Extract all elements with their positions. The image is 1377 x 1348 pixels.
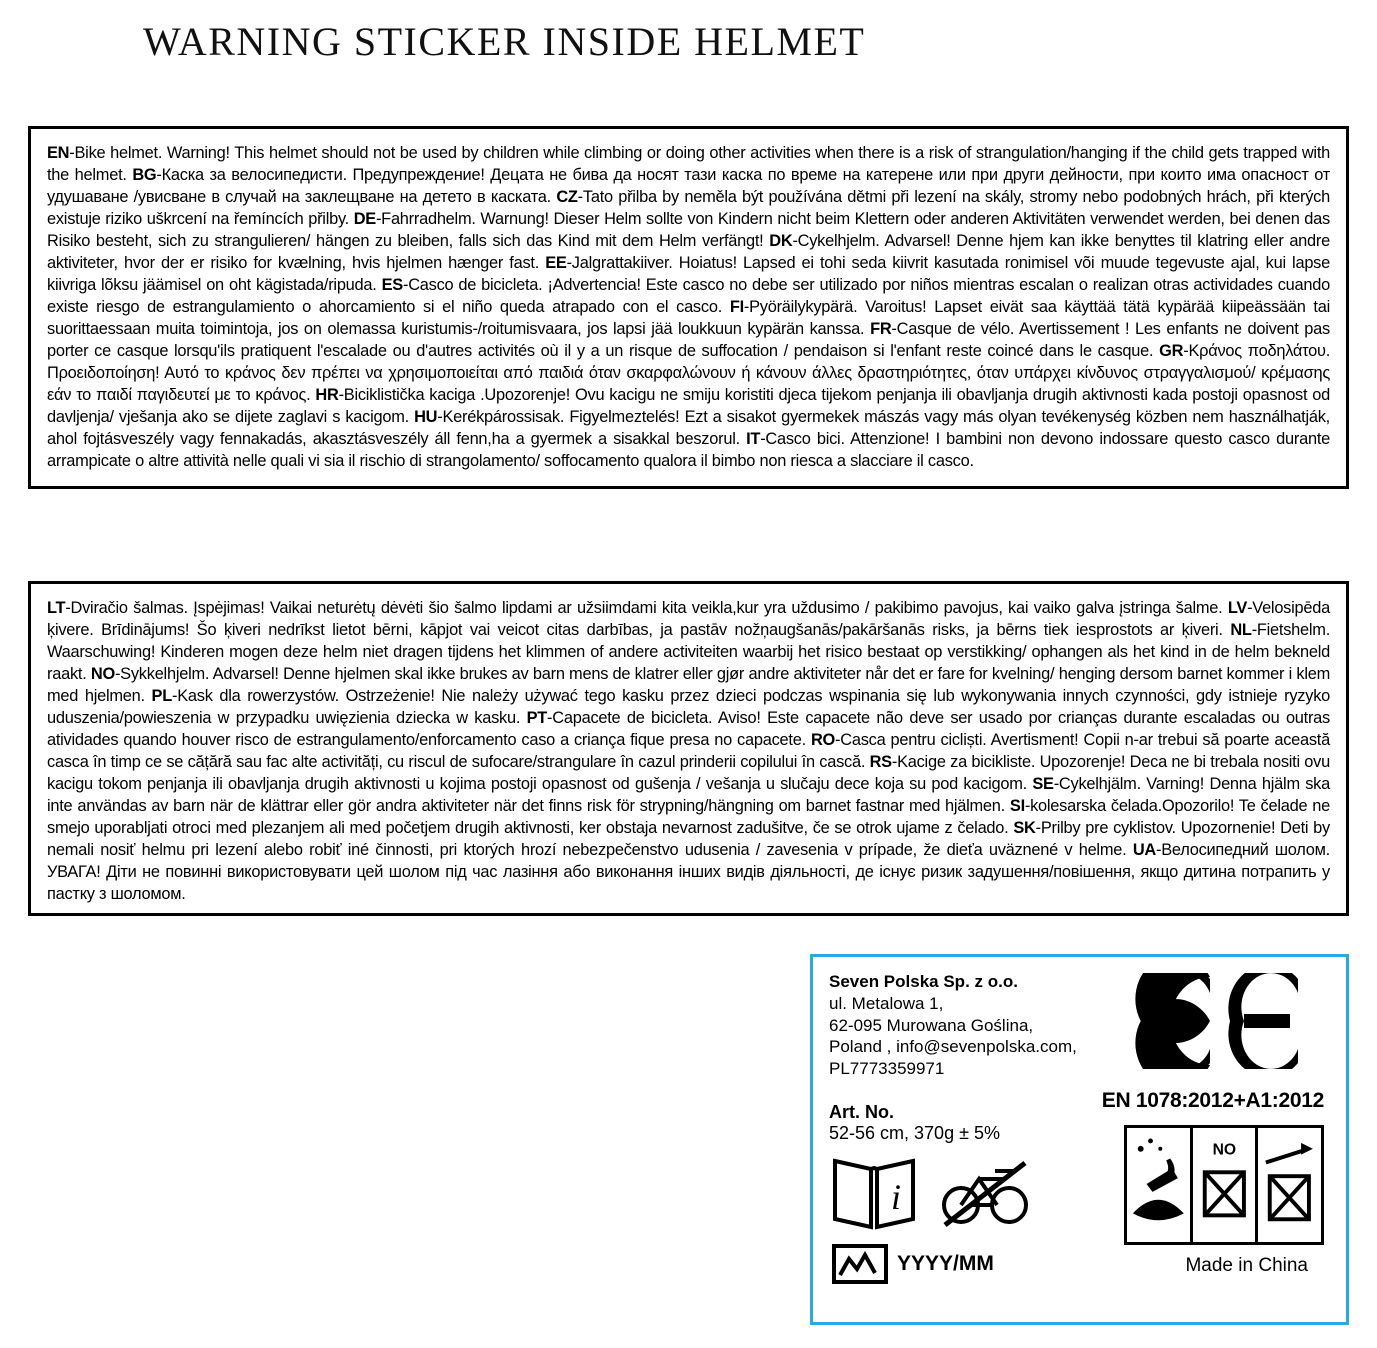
address-line-1: ul. Metalowa 1, xyxy=(829,993,944,1013)
standard-label: EN 1078:2012+A1:2012 xyxy=(1101,1089,1324,1112)
manufacturer-panel xyxy=(810,954,1349,1325)
art-no-label: Art. No. xyxy=(829,1101,894,1122)
do-not-tumble-dry-icon xyxy=(1255,1128,1321,1242)
do-not-bleach-icon xyxy=(1190,1128,1256,1242)
tax-id: PL7773359971 xyxy=(829,1059,945,1078)
address-line-2: 62-095 Murowana Goślina, xyxy=(829,1015,1034,1035)
svg-text:NO: NO xyxy=(1212,1141,1236,1159)
svg-text:i: i xyxy=(891,1177,902,1217)
hand-wash-icon xyxy=(1127,1128,1190,1242)
pictogram-group xyxy=(831,1153,1031,1231)
made-in-label: Made in China xyxy=(1185,1255,1308,1276)
warning-text-block-1: EN-Bike helmet. Warning! This helmet should not be used by children while climbing or doing other activities when there is a risk of strangulation/hanging if the child gets trapped with the helmet. BG-Каска за велосипедисти. Предупреждение! Децата не бива да носят тази каска по време на катерене или при други дейности, при които има опасност от удушаване /увисване в случай на заклещване на детето в каската. CZ-Tato přilba by neměla být používána dětmi při lezení na skály, stromy nebo podobných hrách, při kterých existuje riziko uškrcení na řemíncích přilby. DE-Fahrradhelm. Warnung! Dieser Helm sollte von Kindern nicht beim Klettern oder anderen Aktivitäten verwendet werden, bei denen das Risiko besteht, sich zu strangulieren/ hängen zu bleiben, falls sich das Kind mit dem Helm verfängt! DK-Cykelhjelm. Advarsel! Denne hjem kan ikke benyttes til klatring eller andre aktiviteter, hvor der er risiko for kvælning, hvis hjelmen hænger fast. EE-Jalgrattakiiver. Hoiatus! Lapsed ei tohi seda kiivrit kasutada ronimisel või muude tegevuste ajal, kui lapse kiivriga lõksu jäämisel on oht kägistada/ripuda. ES-Casco de bicicleta. ¡Advertencia! Este casco no debe ser utilizado por niños mientras escalan o realizan otras actividades cuando existe riesgo de estrangulamiento o ahorcamiento si el niño queda atrapado con el casco. FI-Pyöräilykypärä. Varoitus! Lapset eivät saa käyttää tätä kypärää kiipeässään tai suorittaessaan muita toimintoja, jos on olemassa kuristumis-/roitumisvaara, jos lapsi jää loukkuun kypärän kanssa. FR-Casque de vélo. Avertissement ! Les enfants ne doivent pas porter ce casque lorsqu'ils pratiquent l'escalade ou d'autres activités où il y a un risque de suffocation / pendaison si l'enfant reste coincé dans le casque. GR-Κράνος ποδηλάτου. Προειδοποίηση! Αυτό το κράνος δεν πρέπει να χρησιμοποιείται από παιδιά όταν σκαρφαλώνουν ή κάνουν άλλες δραστηριότητες, όταν υπάρχει κίνδυνος στραγγαλισμού/ κρέμασης εάν το παιδί παγιδευτεί με το κράνος. HR-Biciklistička kaciga .Upozorenje! Ovu kacigu ne smiju koristiti djeca tijekom penjanja ili obavljanja drugih aktivnosti kada postoji opasnost od davljenja/ vješanja ako se dijete zaglavi s kacigom. HU-Kerékpárossisak. Figyelmeztelés! Ezt a sisakot gyermekek mászás vagy más olyan tevékenység közben nem használhatják, ahol fojtásveszély vagy fennakadás, akasztásveszély áll fenn,ha a gyermek a sisakkal beszorul. IT-Casco bici. Attenzione! I bambini non devono indossare questo casco durante arrampicate o altre attività nelle quali vi sia il rischio di strangolamento/ soffocamento qualora il bimbo non riesca a slacciare il casco. xyxy=(28,126,1349,489)
care-instructions-box xyxy=(1124,1125,1324,1245)
ce-mark-icon xyxy=(1132,973,1322,1069)
manufacturing-date-group xyxy=(831,1243,994,1285)
manufacturing-date-icon xyxy=(831,1243,889,1285)
company-name: Seven Polska Sp. z o.o. xyxy=(829,972,1018,991)
art-no-value: 52-56 cm, 370g ± 5% xyxy=(829,1123,1000,1144)
date-placeholder: YYYY/MM xyxy=(897,1252,994,1275)
no-bike-icon xyxy=(939,1153,1031,1231)
page-title: WARNING STICKER INSIDE HELMET xyxy=(143,19,866,64)
read-manual-icon xyxy=(831,1153,917,1231)
manufacturer-address xyxy=(829,971,1159,1080)
warning-text-block-2: LT-Dviračio šalmas. Įspėjimas! Vaikai neturėtų dėvėti šio šalmo lipdami ar užsiimdami kita veikla,kur yra uždusimo / pakibimo pavojus, kai vaiko galva įstringa šalme. LV-Velosipēda ķivere. Brīdinājums! Šo ķiveri nedrīkst lietot bērni, kāpjot vai veicot citas darbības, ja pastāv nožņaugšanās/pakāršanās risks, ja bērns tiek iesprostots ar ķiveri. NL-Fietshelm. Waarschuwing! Kinderen mogen deze helm niet dragen tijdens het klimmen of andere activiteiten waarbij het risico bestaat op verstikking/ ophangen als het kind in de helm bekneld raakt. NO-Sykkelhjelm. Advarsel! Denne hjelmen skal ikke brukes av barn mens de klatrer eller gjør andre aktiviteter når det er fare for kvelning/ henging dersom barnet kommer i klem med hjelmen. PL-Kask dla rowerzystów. Ostrzeżenie! Nie należy używać tego kasku przez dzieci podczas wspinania się lub wykonywania innych czynności, gdy istnieje ryzyko uduszenia/powieszenia w przypadku uwięzienia dziecka w kasku. PT-Capacete de bicicleta. Aviso! Este capacete não deve ser usado por crianças durante escaladas ou outras atividades quando houver risco de estrangulamento/enforcamento caso a criança fique presa no capacete. RO-Casca pentru cicliști. Avertisment! Copii n-ar trebui să poarte această casca în timp ce se cățără sau fac alte activități, cu riscul de sufocare/strangulare în cazul prinderii copilului în cască. RS-Kacige za bicikliste. Upozorenje! Deca ne bi trebala nositi ovu kacigu tokom penjanja ili obavljanja drugih aktivnosti u kojima postoji opasnost od gušenja / vešanja u slučaju dece koja su pod kacigom. SE-Cykelhjälm. Varning! Denna hjälm ska inte användas av barn när de klättrar eller gör andra aktiviteter när det finns risk för strypning/hängning om barnet fastnar med hjälmen. SI-kolesarska čelada.Opozorilo! Te čelade ne smejo uporabljati otroci med plezanjem ali med početjem drugih aktivnosti, ker obstaja nevarnost zadušitve, če se otrok ujame z čelado. SK-Prilby pre cyklistov. Upozornenie! Deti by nemali nosiť helmu pri lezení alebo robiť iné činnosti, pri ktorých hrozí nebezpečenstvo udusenia / zavesenia v prípade, že dieťa uväznené v helme. UA-Велосипедний шолом. УВАГА! Діти не повинні використовувати цей шолом під час лазіння або виконання інших видів діяльності, де існує ризик задушення/повішення, якщо дитина потрапить у пастку з шоломом. xyxy=(28,581,1349,916)
address-line-3: Poland , info@sevenpolska.com, xyxy=(829,1037,1077,1057)
